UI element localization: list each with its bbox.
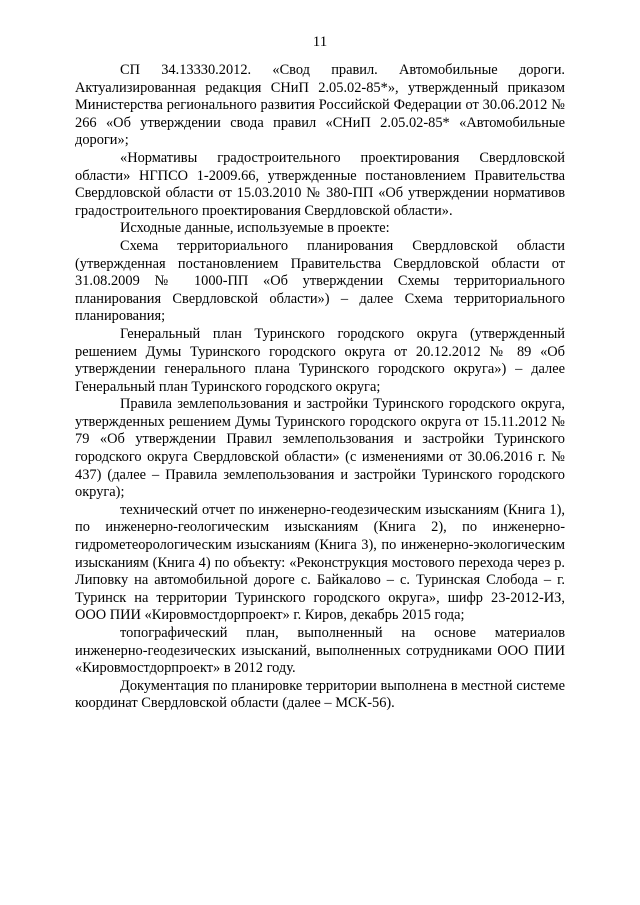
page-number: 11 — [312, 34, 328, 50]
paragraph-source-data-heading: Исходные данные, используемые в проекте: — [120, 220, 390, 237]
paragraph-technical-report: технический отчет по инженерно-геодезическим изысканиям (Книга 1), по инженерно-геологическим изысканиям (Книга 2), по инженерно-гидрометеорологическим изысканиям (Книга 3), по инженерно-экологическим изысканиям (Книга 4) по объекту: «Реконструкция мостового перехода через р. Липовку на автомобильной дороге с. Байкалово – с. Туринская Слобода – г. Туринск на территории Туринского городского округа», шифр 23-2012-ИЗ, ООО ПИИ «Кировмостдорпроект» г. Киров, декабрь 2015 года; — [75, 501, 565, 624]
paragraph-urban-planning-norms: «Нормативы градостроительного проектирования Свердловской области» НГПСО 1-2009.66, утвержденные постановлением Правительства Свердловской области от 15.03.2010 № 380-ПП «Об утверждении нормативов градостроительного проектирования Свердловской области». — [75, 149, 565, 219]
paragraph-coordinate-system: Документация по планировке территории выполнена в местной системе координат Свердловской области (далее – МСК-56). — [75, 677, 565, 712]
paragraph-land-use-rules: Правила землепользования и застройки Туринского городского округа, утвержденных решением Думы Туринского городского округа от 15.11.2012 № 79 «Об утверждении Правил землепользования и застройки Туринского городского округа Свердловской области» (с изменениями от 30.06.2016 г. № 437) (далее – Правила землепользования и застройки Туринского городского округа); — [75, 396, 565, 501]
paragraph-general-plan: Генеральный план Туринского городского округа (утвержденный решением Думы Туринского городского округа от 20.12.2012 № 89 «Об утверждении генерального плана Туринского городского округа») – далее Генеральный план Туринского городского округа; — [75, 325, 565, 395]
paragraph-territorial-planning-scheme: Схема территориального планирования Свердловской области (утвержденная постановлением Правительства Свердловской области от 31.08.2009 № 1000-ПП «Об утверждении Схемы территориального планирования Свердловской области») – далее Схема территориального планирования; — [75, 237, 565, 325]
paragraph-sp-road-standards: СП 34.13330.2012. «Свод правил. Автомобильные дороги. Актуализированная редакция СНиП 2.05.02-85*», утвержденный приказом Министерства регионального развития Российской Федерации от 30.06.2012 № 266 «Об утверждении свода правил «СНиП 2.05.02-85* «Автомобильные дороги»; — [75, 62, 565, 149]
document-body — [75, 62, 565, 713]
paragraph-topographic-plan: топографический план, выполненный на основе материалов инженерно-геодезических изысканий, выполненных сотрудниками ООО ПИИ «Кировмостдорпроект» в 2012 году. — [75, 625, 565, 677]
